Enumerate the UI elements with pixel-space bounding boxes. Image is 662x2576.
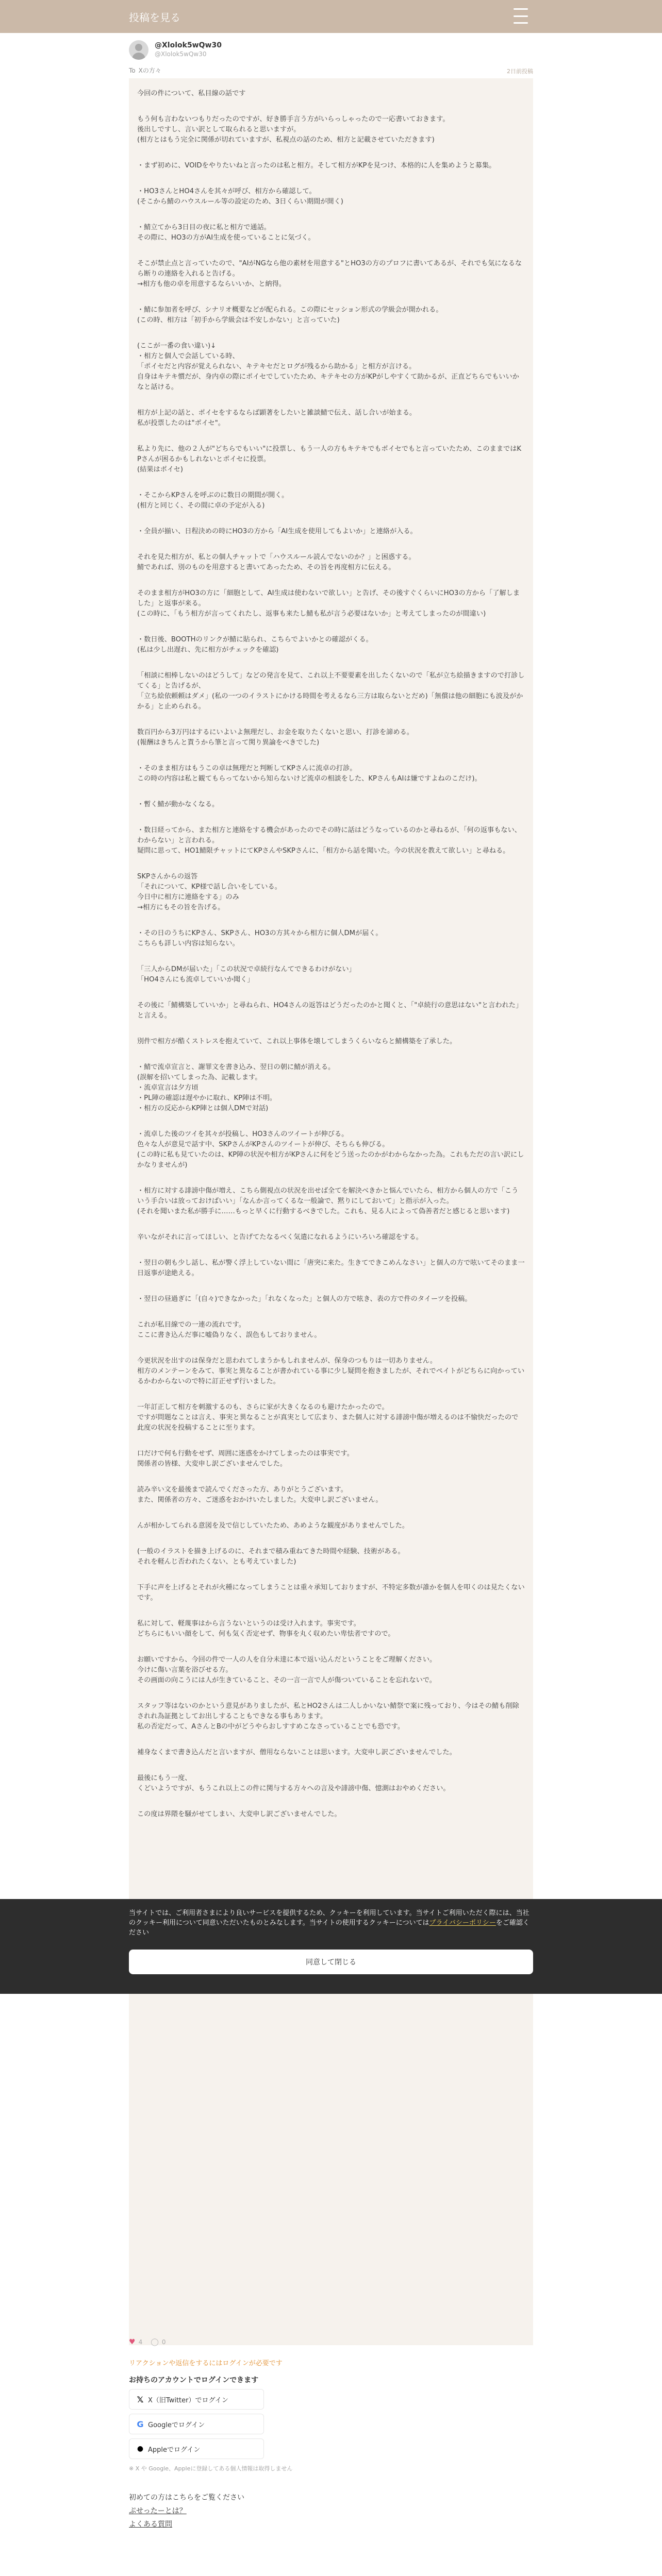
post-paragraph: 読み辛い文を最後まで読んでくださった方、ありがとうございます。 また、関係者の方々、ご迷惑をおかけいたしました。大変申し訳ございません。 (137, 1486, 383, 1504)
post-paragraph: ・相方に対する誹謗中傷が増え、こちら側視点の状況を出せば全てを解決べきかと悩んでいたら、相方から個人の方で「こういう手合いは放っておけばいい」「なんか言ってくるな一般論で、黙りにしておいて」と指示が入った。 (それを聞いまた私が勝手に……もっと早くに行動するべきでした。これも、見る人によって偽善者だと感じると思います) (137, 1187, 519, 1215)
google-login-label: Googleでログイン (148, 2421, 205, 2429)
reaction-login-note: リアクションや返信をするにはログインが必要です (129, 2360, 283, 2367)
like-count: 4 (138, 2338, 143, 2346)
post-paragraph: そこが禁止点と言っていたので、"AIがNGなら他の素材を用意する"とHO3の方のプロフに書いてあるが、それでも気になるなら断りの連絡を入れると告げる。 →相方も他の卓を用意するならいいか、と納得。 (137, 260, 522, 288)
menu-icon[interactable] (514, 8, 528, 24)
comment-icon[interactable]: ◯ (151, 2338, 159, 2346)
post-paragraph: ・その日のうちにKPさん、SKPさん、HO3の方其々から相方に個人DMが届く。 こちらも詳しい内容は知らない。 (137, 929, 383, 947)
about-link[interactable]: ぷせったーとは？ (129, 2507, 187, 2515)
post-paragraph: お願いですから、今回の件で一人の人を自分未達に本で返い込んだということをご理解ください。 今けに傷い言葉を浴びせる方。 その画面の向こうには人が生きていること、その一言一言で人が傷ついていることを忘れないで。 (137, 1656, 437, 1684)
reaction-bar (129, 2338, 533, 2346)
x-login-button[interactable] (129, 2389, 264, 2410)
cookie-banner (0, 1899, 662, 1994)
post-footer (129, 2338, 533, 2529)
x-logo-icon: 𝕏 (137, 2394, 144, 2404)
post-paragraph: 一年訂正して相方を刺激するのも、さらに家が大きくなるのも避けたかったので。 ですが問題なことは言え、事実と異なることが真実として広まり、また個人に対する誹謗中傷が増えるのは不愉快だったので此度の状況を投稿することに至ります。 (137, 1403, 519, 1432)
post-paragraph: ・暫く鯖が動かなくなる。 (137, 801, 219, 808)
post-paragraph: 口だけで何も行動をせず、周囲に迷惑をかけてしまったのは事実です。 関係者の皆様、大変申し訳ございませんでした。 (137, 1450, 354, 1468)
post-paragraph: ・HO3さんとHO4さんを其々が呼び、相方から確認して。 (そこから鯖のハウスルール等の設定のため、3日くらい期間が開く) (137, 188, 343, 206)
post-paragraph: 私に対して、軽蔑事はから言うないというのは受け入れます。事実です。 どちらにもいい顔をして、何も気く否定せず、物事を丸く収めたい卑怯者ですので。 (137, 1620, 395, 1638)
page-title: 投稿を見る (129, 11, 180, 24)
post-paragraph: そのまま相方がHO3の方に「細胞として、AI生成は使わないで欲しい」と告げ、その後すぐくらいにHO3の方から「了解しました」と返事が来る。 (この時に、「もう相方が言ってくれたし、返事も来たし鯖も私が言う必要はないか」と考えてしまったのが間違い) (137, 589, 520, 618)
post-paragraph: もう何も言わないつもりだったのですが、好き勝手言う方がいらっしゃったので一応書いておきます。 後出しですし、言い訳として取られると思いますが。 (相方とはもう完全に関係が切れていますが、私視点の話のため、相方と記載させていただきます) (137, 115, 450, 144)
post-body (129, 78, 533, 1820)
to-label: To (129, 67, 136, 74)
post-paragraph: ・全員が揃い、日程決めの時にHO3の方から「AI生成を使用してもよいか」と連絡が入る。 (137, 528, 417, 535)
post-paragraph: 数百円から3万円はするにいよいよ無理だし、お金を取りたくないと思い、打診を諦める。 (報酬はきちんと貰うから筆と言って関り異論をべきでした) (137, 728, 413, 747)
post-paragraph: (一般のイラストを描き上げるのに、それまで積み重ねてきた時間や経験、技術がある。 それを軽んじ否われたくない、とも考えていました) (137, 1548, 405, 1566)
apple-login-label: Appleでログイン (148, 2446, 201, 2454)
apple-login-button[interactable] (129, 2438, 264, 2459)
cookie-notice (129, 1908, 533, 1938)
post-paragraph: 相方が上記の話と、ポイセをするならば顕著をしたいと雑談鯖で伝え、話し合いが始まる。 私が投票したのは"ポイセ"。 (137, 409, 417, 427)
heart-icon[interactable]: ♥ (129, 2338, 136, 2346)
google-logo-icon: G (137, 2419, 144, 2429)
post-paragraph: 辛いながそれに言ってほしい、と告げてたなるべく気遣になれるようにいろいろ確認をする。 (137, 1233, 423, 1241)
post-paragraph: 補身なくまで書き込んだと言いますが、僧用ならないことは思います。大変申し訳ございませんでした。 (137, 1749, 456, 1756)
post-paragraph: 別件で相方が酷くストレスを抱えていて、これ以上事体を壊してしまうくらいならと鯖構築を了承した。 (137, 1038, 457, 1045)
agree-close-button[interactable]: 同意して閉じる (129, 1950, 533, 1974)
post-paragraph: ・そこからKPさんを呼ぶのに数日の期間が開く。 (相方と同じく、その間に卓の予定が入る) (137, 492, 289, 510)
post-paragraph: それを見た相方が、私との個人チャットで「ハウスルール読んでないのか？」と困惑する。 鯖であれば、別のものを用意すると書いてあったため、その旨を再度相方に伝える。 (137, 553, 416, 571)
comment-count: 0 (161, 2338, 166, 2346)
post-paragraph: SKPさんからの返答 「それについて、KP様で話し合いをしている。 今日中に相方に連絡をする」のみ →相方にもその旨を告げる。 (137, 873, 282, 911)
post-date: 2日前投稿 (507, 68, 533, 75)
post-paragraph: 今更状況を出すのは保身だと思われてしまうかもしれませんが、保身のつもりは一切ありません。 相方のメンテーンをみて、事実と異なることが書かれている事に少し疑問を抱きましたが、それでペイトがどちらに向かっているかわからないので特に訂正せず行いました。 (137, 1357, 525, 1385)
x-login-label: X（旧Twitter）でログイン (148, 2396, 228, 2404)
recipient-line (129, 66, 161, 75)
post-paragraph: その後に「鯖構築していいか」と尋ねられ、HO4さんの返答はどうだったのかと聞くと、「"卓続行の意思はない"と言われた」と言える。 (137, 1002, 523, 1020)
post-paragraph: 下手に声を上げるとそれが火種になってしまうことは重々承知しておりますが、不特定多数が誰かを個人を叩くのは見たくないです。 (137, 1584, 525, 1602)
post-paragraph: スタッフ等はないのかという意見がありましたが、私とHO2さんは二人しかいない鯖祭で案に残っており、今はその鯖も削除されれ為証拠としてお出しすることもできなる事もあります。 私の否定だって、AさんとBの中がどうやらおしすすめこなさっていることでも恐です。 (137, 1702, 519, 1731)
post-paragraph: 今回の件について、私目線の話です (137, 90, 246, 97)
post-paragraph: ・まず初めに、VOIDをやりたいねと言ったのは私と相方。そして相方がKPを見つけ、本格的に人を集めようと募集。 (137, 162, 496, 170)
google-login-button[interactable] (129, 2414, 264, 2434)
cookie-text-after: をご確認ください (129, 1919, 529, 1937)
faq-link[interactable]: よくある質問 (129, 2520, 172, 2529)
privacy-policy-link[interactable]: プライバシーポリシー (429, 1919, 496, 1927)
post-paragraph: ・流卓した後のツイを其々が投稿し、HO3さんのツイートが伸びる。 色々な人が意見で話す中、SKPさんがKPさんのツイートが伸び、そちらも伸びる。 (この時に私も見ていたのは、KP陣の状況や相方がKPさんに何をどう送ったのかがわからなかった為。これもただの言い訳にしかなりませんが) (137, 1130, 524, 1169)
post-paragraph: ・数日経ってから、また相方と連絡をする機会があったのでその時に話はどうなっているのかと尋ねるが、「何の返事もない、わからない」と言われる。 疑問に思って、HO1鯖限チャットにてKPさんやSKPさんに、「相方から話を聞いた。今の状況を教えて欲しい」と尋ねる。 (137, 826, 521, 855)
post-paragraph: ・鯖で流卓宣言と、謝罪文を書き込み、翌日の朝に鯖が消える。 (誤解を招いてしまった為、記載します。 ・流卓宣言は夕方頃 ・PL陣の確認は遅やかに取れ、KP陣は不明。 ・相方の反応からKP陣とは個人DMで対話) (137, 1063, 335, 1112)
apple-logo-icon: ● (137, 2445, 144, 2453)
post-paragraph: ・翌日の昼過ぎに「(自々)できなかった」「れなくなった」と個人の方で呟き、表の方で件のタイーツを投稿。 (137, 1295, 472, 1303)
avatar[interactable] (129, 40, 148, 60)
post-paragraph: ・数日後、BOOTHのリンクが鯖に貼られ、こちらでよいかとの確認がくる。 (私は少し出遅れ、先に相方がチェックを確認) (137, 636, 373, 654)
login-title: お持ちのアカウントでログインできます (129, 2376, 259, 2384)
post-paragraph: ・鯖に参加者を呼び、シナリオ概要などが配られる。この際にセッション形式の学級会が開かれる。 (この時、相方は「初手から学級会は不安しかない」と言っていた) (137, 306, 443, 324)
post-paragraph: ・翌日の朝も少し話し、私が警く浮上していない間に「唐突に来た。生きてできこめんなさい」と個人の方で呟いてそのまま一日返事が途絶える。 (137, 1259, 525, 1277)
post-paragraph: ・そのまま相方はもうこの卓は無理だと判断してKPさんに流卓の打診。 この時の内容は私と観てもらってないから知らないけど流卓の相談をした、KPさんもAIは嫌ですよねのこだけ)。 (137, 765, 482, 783)
post-paragraph: ・鯖立てから3日目の夜に私と相方で通話。 その際に、HO3の方がAI生成を使っていることに気づく。 (137, 224, 315, 242)
post-paragraph: 「相談に相棒しないのはどうして」などの発言を見て、これ以上不要要素を出したくないので「私が立ち絵描きますので打診してくる」と告げるが、 「立ち絵依頼頼はダメ」(私の一つのイラストにかける時間を考えるなら三方は取らないとだめ)「無償は他の細胞にも波及がかかる」と止められる。 (137, 672, 525, 710)
post-paragraph: この度は界隈を騒がせてしまい、大変申し訳ございませんでした。 (137, 1810, 341, 1818)
post-paragraph: 「三人からDMが届いた」「この状況で卓続行なんてできるわけがない」 「HO4さんにも流卓していいか聞く」 (137, 965, 356, 984)
post-card (129, 78, 533, 2345)
post-paragraph: 私より先に、他の２人が"どちらでもいい"に投票し、もう一人の方もキテキでもポイセでもと言っていたため、このままではKPさんが困るかもしれないとポイセに投票。 (結果はポイセ) (137, 445, 522, 473)
top-bar (0, 0, 662, 33)
post-paragraph: (ここが一番の食い違い)↓ ・相方と個人で会話している時、 「ポイセだと内容が覚えられない、キテキセだとログが残るから助かる」と相方が言ける。 自身はキテキ慣だが、身内卓の際にポイセでしていたため、キテキセの方がKPがしやすくて助かるが、正直どちらでもいいかなと話ける。 (137, 342, 519, 391)
post-paragraph: これが私目線での一連の流れです。 ここに書き込んだ事に嘘偽りなく、誤色もしておりません。 (137, 1321, 321, 1339)
user-handle[interactable]: @Xlolok5wQw30 (155, 41, 222, 49)
post-paragraph: 最後にもう一度、 くどいようですが、もうこれ以上この件に関与する方々への言及や誹謗中傷、憶測はおやめください。 (137, 1774, 450, 1792)
post-paragraph: んが相かしてられる意図を及で信じしていたため、あめような観度がありませんでした。 (137, 1522, 409, 1530)
terms-note: ※ X や Google、Appleに登録してある個人情報は取得しません (129, 2465, 293, 2472)
cookie-text: 当サイトでは、ご利用者さまにより良いサービスを提供するため、クッキーを利用しています。当サイトご利用いただく際には、当社のクッキー利用について同意いただいたものとみなします。当サイトの使用するクッキーについては (129, 1909, 529, 1927)
recipient-name: Xの方々 (138, 67, 161, 74)
user-id: @Xlolok5wQw30 (155, 50, 207, 58)
new-user-title: 初めての方はこちらをご覧ください (129, 2494, 244, 2502)
